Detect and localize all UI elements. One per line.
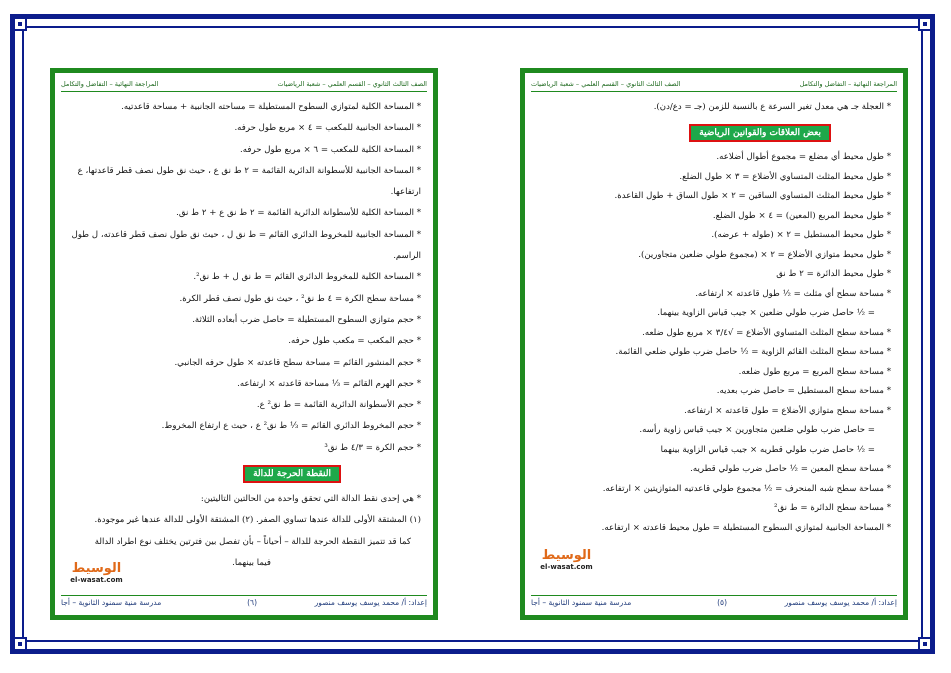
corner-ornament xyxy=(918,637,932,651)
formula-line: * مساحة سطح شبه المنحرف = ½ مجموع طولي قاعدتيه المتوازيتين × ارتفاعه. xyxy=(602,483,891,494)
formula-line: * حجم الكرة = ٤/٣ ط نق³ xyxy=(324,442,421,453)
footer-school: مدرسة منية سمنود الثانوية – أجا xyxy=(61,598,162,607)
page-body xyxy=(537,97,891,538)
formula-line: * مساحة سطح المعين = ½ حاصل ضرب طولي قطريه. xyxy=(690,464,891,475)
formula-line: = حاصل ضرب طولي ضلعين متجاورين × جيب قياس زاوية رأسه. xyxy=(639,425,875,436)
definition-line: * هي إحدى نقط الدالة التي تحقق واحدة من الحالتين التاليتين: xyxy=(200,494,421,505)
formula-line: * حجم الأسطوانة الدائرية القائمة = ط نق² ع. xyxy=(256,400,421,411)
formula-line: * مساحة سطح الدائرة = ط نق² xyxy=(774,503,891,514)
formula-line: * مساحة سطح المثلث المتساوي الأضلاع = √٣/٤ × مربع طول ضلعه. xyxy=(642,327,891,338)
formula-line: * المساحة الكلية للمخروط الدائري القائم = ط نق ل + ط نق². xyxy=(193,272,421,283)
formula-line: * المساحة الكلية لمتوازي السطوح المستطيلة = مساحته الجانبية + مساحة قاعدتيه. xyxy=(121,102,421,112)
corner-ornament xyxy=(918,17,932,31)
note-line: فيما بينهما. xyxy=(232,557,271,568)
formula-line: * طول محيط المثلث المتساوي الأضلاع = ٣ × طول الضلع. xyxy=(679,171,891,182)
formula-line: * المساحة الجانبية للأسطوانة الدائرية القائمة = ٢ ط نق ع ، حيث نق طول نصف قطر قاعدتها، ع xyxy=(77,165,421,176)
page-footer xyxy=(531,595,897,609)
formula-line: * حجم المنشور القائم = مساحة سطح قاعدته × طول حرفه الجانبي. xyxy=(174,357,421,368)
page-five xyxy=(520,68,908,620)
formula-line: * مساحة سطح أي مثلث = ½ طول قاعدته × ارتفاعه. xyxy=(695,288,891,299)
formula-line: * حجم المخروط الدائري القائم = ⅓ ط نق² ع ، حيث ع ارتفاع المخروط. xyxy=(161,421,421,432)
formula-line: * مساحة سطح متوازي الأضلاع = طول قاعدته × ارتفاعه. xyxy=(684,405,891,416)
formula-line: * المساحة الجانبية للمخروط الدائري القائم = ط نق ل ، حيث نق طول نصف قطر قاعدته، ل طول xyxy=(71,229,421,240)
formula-line: * حجم الهرم القائم = ⅓ مساحة قاعدته × ارتفاعه. xyxy=(237,378,421,389)
page-number: (٥) xyxy=(717,598,727,607)
formula-line: * المساحة الجانبية للمكعب = ٤ × مربع طول حرفه. xyxy=(234,123,421,134)
formula-line: * حجم متوازي السطوح المستطيلة = حاصل ضرب أبعاده الثلاثة. xyxy=(192,314,421,325)
note-line: كما قد تتميز النقطة الحرجة للدالة – أحياناً – بأن تفصل بين فترتين يختلف نوع اطراد الدالة xyxy=(94,536,411,547)
formula-line: * العجلة جـ هي معدل تغير السرعة ع بالنسبة للزمن (جـ = دع/دن). xyxy=(653,102,891,112)
formula-line: * مساحة سطح الكرة = ٤ ط نق² ، حيث نق طول نصف قطر الكرة. xyxy=(179,293,421,304)
page-header xyxy=(61,79,427,92)
formula-line: * حجم المكعب = مكعب طول حرفه. xyxy=(288,336,421,347)
page-number: (٦) xyxy=(247,598,257,607)
formula-line: * المساحة الكلية للأسطوانة الدائرية القائمة = ٢ ط نق ع + ٢ ط نق. xyxy=(176,208,421,219)
critical-cases-line: (١) المشتقة الأولى للدالة عندها تساوي الصفر. (٢) المشتقة الأولى للدالة عندها غير موجودة. xyxy=(94,515,421,526)
header-left-text: الصف الثالث الثانوي – القسم العلمي – شعبة الرياضيات xyxy=(531,80,681,88)
footer-school: مدرسة منية سمنود الثانوية – أجا xyxy=(531,598,632,607)
formula-line: * طول محيط المثلث المتساوي الساقين = ٢ × طول الساق + طول القاعدة. xyxy=(614,191,891,202)
formula-line: * مساحة سطح المثلث القائم الزاوية = ½ حاصل ضرب طولي ضلعي القائمة. xyxy=(615,347,891,358)
section-banner: بعض العلاقات والقوانين الرياضية xyxy=(689,124,831,142)
page-footer xyxy=(61,595,427,609)
header-right-text: الصف الثالث الثانوي – القسم العلمي – شعبة الرياضيات xyxy=(277,80,427,88)
formula-line: = ½ حاصل ضرب طولي ضلعين × جيب قياس الزاوية بينهما. xyxy=(657,308,875,319)
formula-line: * المساحة الجانبية لمتوازي السطوح المستطيلة = طول محيط قاعدته × ارتفاعه. xyxy=(601,522,891,533)
formula-line: * مساحة سطح المربع = مربع طول ضلعه. xyxy=(738,366,891,377)
formula-line: * طول محيط الدائرة = ٢ ط نق xyxy=(776,269,891,280)
corner-ornament xyxy=(13,637,27,651)
page-header xyxy=(531,79,897,92)
page-six xyxy=(50,68,438,620)
formula-line: الراسم. xyxy=(393,251,421,262)
site-logo: الوسيط el-wasat.com xyxy=(540,548,593,571)
formula-line: * المساحة الكلية للمكعب = ٦ × مربع طول حرفه. xyxy=(240,144,421,155)
site-logo: الوسيط el-wasat.com xyxy=(70,561,123,584)
formula-line: * طول محيط أي مضلع = مجموع أطوال أضلاعه. xyxy=(716,152,891,163)
formula-line: * طول محيط المربع (المعين) = ٤ × طول الضلع. xyxy=(712,210,891,221)
page-body xyxy=(67,97,421,574)
section-banner: النقطة الحرجة للدالة xyxy=(243,465,341,483)
formula-line: ارتفاعها. xyxy=(390,187,421,198)
footer-author: إعداد: أ/ محمد يوسف يوسف منصور xyxy=(784,598,897,607)
header-left-text: المراجعة النهائية – التفاضل والتكامل xyxy=(61,80,159,88)
formula-line: * مساحة سطح المستطيل = حاصل ضرب بعديه. xyxy=(716,386,891,397)
formula-line: = ½ حاصل ضرب طولي قطريه × جيب قياس الزاوية بينهما xyxy=(660,444,875,455)
formula-line: * طول محيط متوازي الأضلاع = ٢ × (مجموع طولي ضلعين متجاورين). xyxy=(638,249,891,260)
formula-line: * طول محيط المستطيل = ٢ × (طوله + عرضه). xyxy=(711,230,891,241)
header-right-text: المراجعة النهائية – التفاضل والتكامل xyxy=(799,80,897,88)
corner-ornament xyxy=(13,17,27,31)
footer-author: إعداد: أ/ محمد يوسف يوسف منصور xyxy=(314,598,427,607)
